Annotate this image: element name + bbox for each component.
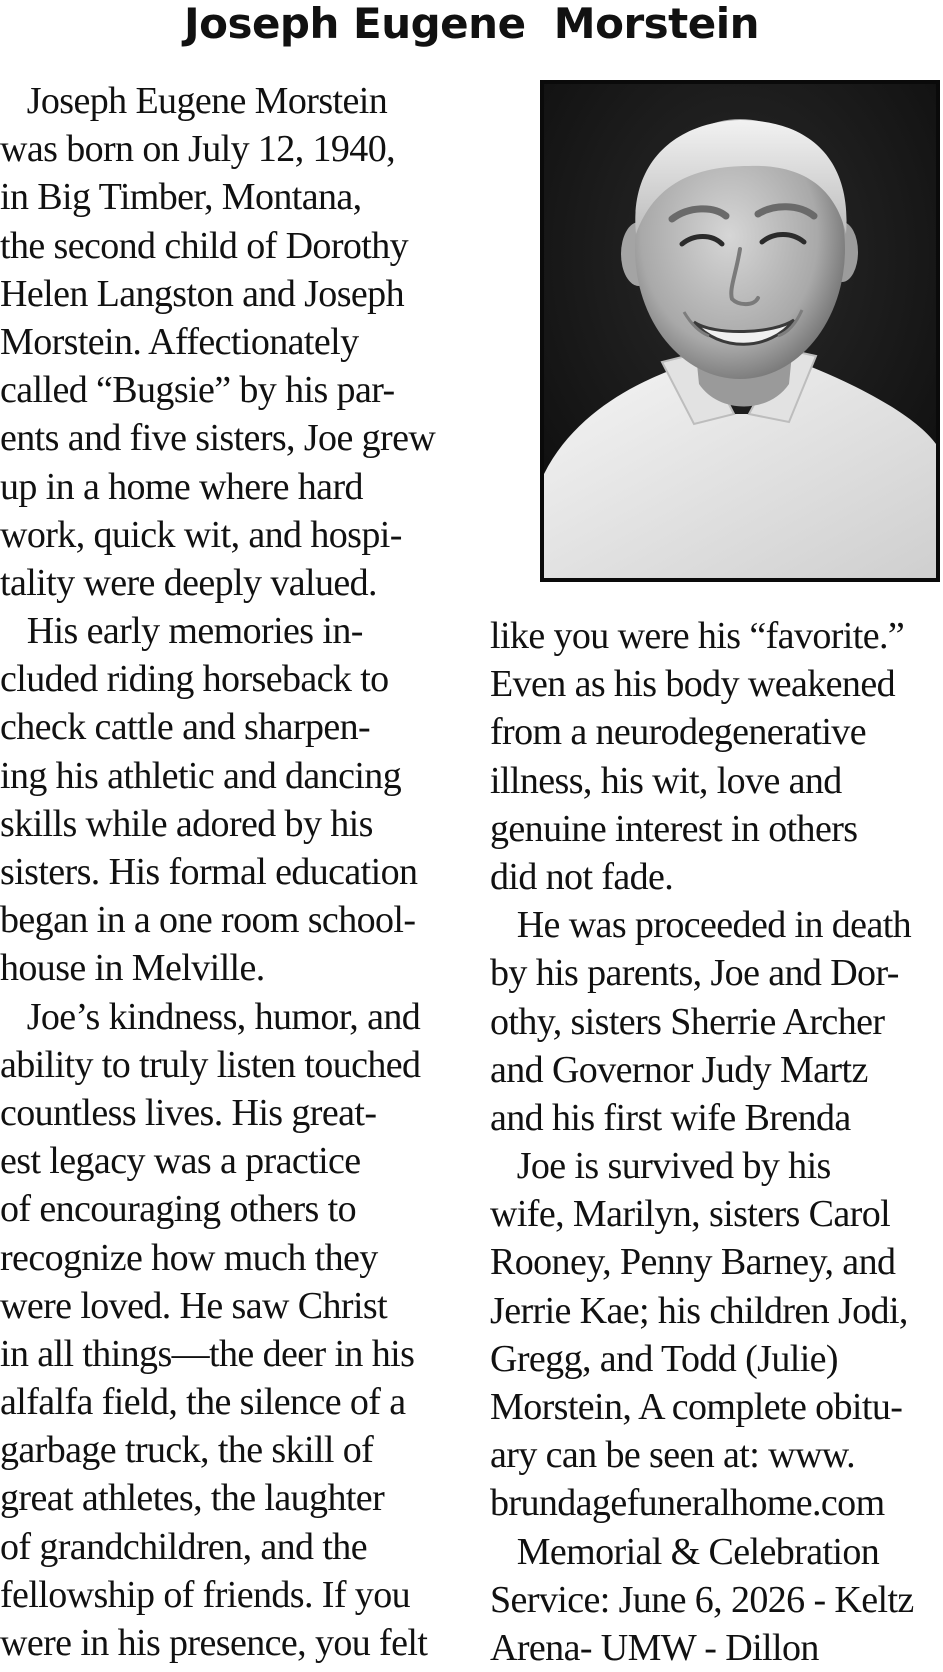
obituary-text-line: were loved. He saw Christ xyxy=(0,1284,388,1327)
obituary-text-line: wife, Marilyn, sisters Carol xyxy=(490,1193,891,1236)
obituary-text-line: Memorial & Celebration xyxy=(490,1530,880,1573)
obituary-text-line: house in Melville. xyxy=(0,947,265,990)
obituary-text-line: Jerrie Kae; his children Jodi, xyxy=(490,1289,908,1332)
obituary-text-line: brundagefuneralhome.com xyxy=(490,1482,885,1525)
obituary-text-line: He was proceeded in death xyxy=(490,904,912,947)
obituary-text-line: by his parents, Joe and Dor- xyxy=(490,952,899,995)
obituary-text-line: did not fade. xyxy=(490,855,674,898)
obituary-right-column xyxy=(490,612,943,1672)
obituary-text-line: skills while adored by his xyxy=(0,802,373,845)
obituary-text-line: alfalfa field, the silence of a xyxy=(0,1381,406,1424)
obituary-text-line: ability to truly listen touched xyxy=(0,1043,421,1086)
obituary-text-line: like you were his “favorite.” xyxy=(490,615,905,657)
obituary-text-line: illness, his wit, love and xyxy=(490,759,842,802)
portrait-photo xyxy=(540,80,940,582)
obituary-text-line: recognize how much they xyxy=(0,1236,378,1279)
obituary-text-line: His early memories in- xyxy=(0,610,363,653)
obituary-text-line: was born on July 12, 1940, xyxy=(0,128,395,171)
obituary-text-line: Gregg, and Todd (Julie) xyxy=(490,1337,838,1380)
obituary-text-line: work, quick wit, and hospi- xyxy=(0,513,402,556)
obituary-text-line: cluded riding horseback to xyxy=(0,658,389,701)
obituary-text-line: othy, sisters Sherrie Archer xyxy=(490,1000,885,1043)
obituary-title: Joseph Eugene Morstein xyxy=(183,0,760,48)
obituary-text-line: called “Bugsie” by his par- xyxy=(0,369,395,412)
obituary-text-line: Rooney, Penny Barney, and xyxy=(490,1241,896,1284)
obituary-text-line: Even as his body weakened xyxy=(490,663,895,706)
obituary-text-line: fellowship of friends. If you xyxy=(0,1573,411,1616)
obituary-text-line: and his first wife Brenda xyxy=(490,1096,851,1139)
obituary-text-line: check cattle and sharpen- xyxy=(0,706,371,749)
obituary-text-line: in all things—the deer in his xyxy=(0,1332,415,1375)
obituary-text-line: Joe is survived by his xyxy=(490,1145,831,1188)
obituary-text-line: the second child of Dorothy xyxy=(0,224,409,267)
obituary-text-line: began in a one room school- xyxy=(0,899,416,942)
obituary-text-line: and Governor Judy Martz xyxy=(490,1048,868,1091)
obituary-text-line: ents and five sisters, Joe grew xyxy=(0,417,436,460)
obituary-text-line: countless lives. His great- xyxy=(0,1091,377,1134)
obituary-text-line: were in his presence, you felt xyxy=(0,1622,428,1664)
obituary-text-line: Joe’s kindness, humor, and xyxy=(0,995,421,1038)
obituary-text-line: Morstein, A complete obitu- xyxy=(490,1386,903,1428)
obituary-text-line: tality were deeply valued. xyxy=(0,561,377,604)
obituary-text-line: of encouraging others to xyxy=(0,1188,356,1231)
obituary-text-line: up in a home where hard xyxy=(0,465,363,508)
obituary-text-line: ing his athletic and dancing xyxy=(0,754,402,797)
obituary-text-line: of grandchildren, and the xyxy=(0,1525,367,1568)
obituary-text-line: garbage truck, the skill of xyxy=(0,1429,374,1472)
obituary-text-line: Joseph Eugene Morstein xyxy=(0,80,388,122)
portrait-photo-icon xyxy=(544,84,936,578)
obituary-text-line: Service: June 6, 2026 - Keltz xyxy=(490,1578,914,1621)
obituary-text-line: est legacy was a practice xyxy=(0,1140,361,1183)
obituary-text-line: ary can be seen at: www. xyxy=(490,1434,856,1477)
obituary-text-line: Morstein. Affectionately xyxy=(0,320,359,363)
obituary-text-line: sisters. His formal education xyxy=(0,851,418,893)
obituary-left-column xyxy=(0,77,462,1667)
obituary-text-line: Helen Langston and Joseph xyxy=(0,272,404,315)
obituary-text-line: genuine interest in others xyxy=(490,807,858,850)
obituary-text-line: in Big Timber, Montana, xyxy=(0,176,362,219)
obituary-text-line: from a neurodegenerative xyxy=(490,711,866,754)
obituary-text-line: Arena- UMW - Dillon xyxy=(490,1626,819,1669)
obituary-text-line: great athletes, the laughter xyxy=(0,1477,385,1520)
